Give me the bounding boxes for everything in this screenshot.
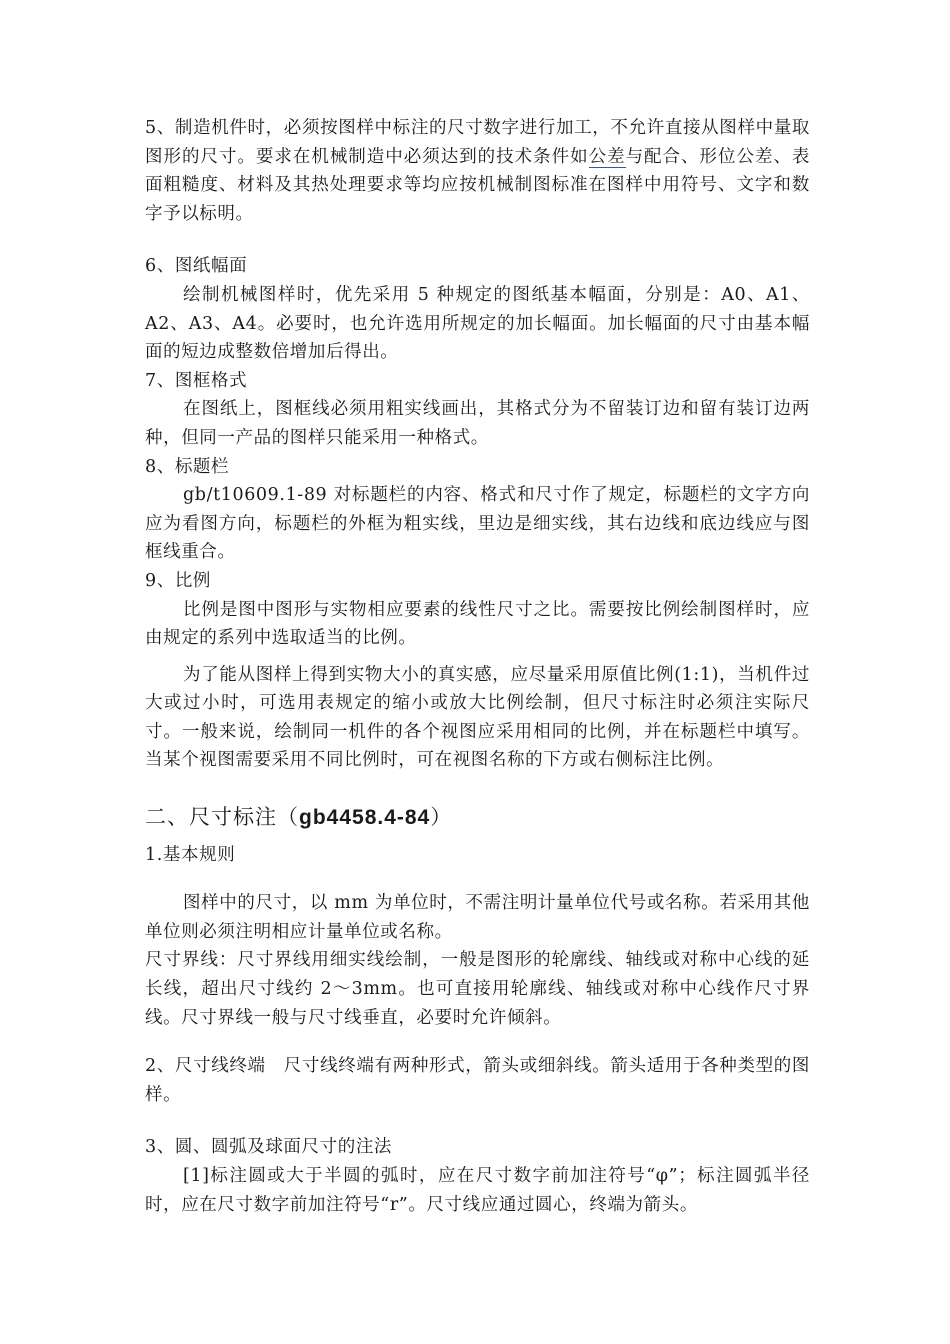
heading-7: 7、图框格式 xyxy=(145,370,248,391)
heading-9: 9、比例 xyxy=(145,570,212,591)
paragraph-6: 绘制机械图样时，优先采用 5 种规定的图纸基本幅面，分别是：A0、A1、A2、A3、A4。必要时，也允许选用所规定的加长幅面。加长幅面的尺寸由基本幅面的短边成整数倍增加后得出。 xyxy=(145,284,810,363)
paragraph-5: 5、制造机件时，必须按图样中标注的尺寸数字进行加工，不允许直接从图样中量取图形的尺寸。要求在机械制造中必须达到的技术条件如公差与配合、形位公差、表面粗糙度、材料及其热处理要求等均应按机械制图标准在图样中用符号、文字和数字予以标明。 xyxy=(145,118,811,224)
subheading-basic-rules: 1.基本规则 xyxy=(145,844,236,865)
section-title-dimensioning: 二、尺寸标注（gb4458.4-84） xyxy=(145,805,453,830)
paragraph-9b: 为了能从图样上得到实物大小的真实感，应尽量采用原值比例(1:1)，当机件过大或过小时，可选用表规定的缩小或放大比例绘制，但尺寸标注时必须注实际尺寸。一般来说，绘制同一机件的各个视图应采用相同的比例，并在标题栏中填写。当某个视图需要采用不同比例时，可在视图名称的下方或右侧标注比例。 xyxy=(145,664,810,771)
paragraph-circle-dimensions: [1]标注圆或大于半圆的弧时，应在尺寸数字前加注符号“φ”；标注圆弧半径时，应在尺寸数字前加注符号“r”。尺寸线应通过圆心，终端为箭头。 xyxy=(145,1166,810,1215)
paragraph-7: 在图纸上，图框线必须用粗实线画出，其格式分为不留装订边和留有装订边两种，但同一产品的图样只能采用一种格式。 xyxy=(145,399,810,448)
paragraph-extension-lines: 尺寸界线：尺寸界线用细实线绘制，一般是图形的轮廓线、轴线或对称中心线的延长线，超出尺寸线约 2～3mm。也可直接用轮廓线、轴线或对称中心线作尺寸界线。尺寸界线一般与尺寸线垂直，必要时允许倾斜。 xyxy=(145,950,810,1028)
tolerance-link[interactable]: 公差 xyxy=(588,146,626,167)
paragraph-basic-rules-1: 图样中的尺寸，以 mm 为单位时，不需注明计量单位代号或名称。若采用其他单位则必须注明相应计量单位或名称。 xyxy=(145,893,810,942)
paragraph-9a: 比例是图中图形与实物相应要素的线性尺寸之比。需要按比例绘制图样时，应由规定的系列中选取适当的比例。 xyxy=(145,599,810,649)
document-body xyxy=(145,114,810,1219)
heading-8: 8、标题栏 xyxy=(145,456,230,477)
paragraph-line-terminals: 2、尺寸线终端 尺寸线终端有两种形式，箭头或细斜线。箭头适用于各种类型的图样。 xyxy=(145,1056,810,1105)
subheading-circle-dimensions: 3、圆、圆弧及球面尺寸的注法 xyxy=(145,1137,393,1158)
heading-6: 6、图纸幅面 xyxy=(145,256,248,277)
paragraph-8: gb/t10609.1-89 对标题栏的内容、格式和尺寸作了规定，标题栏的文字方向应为看图方向，标题栏的外框为粗实线，里边是细实线，其右边线和底边线应与图框线重合。 xyxy=(145,485,810,563)
